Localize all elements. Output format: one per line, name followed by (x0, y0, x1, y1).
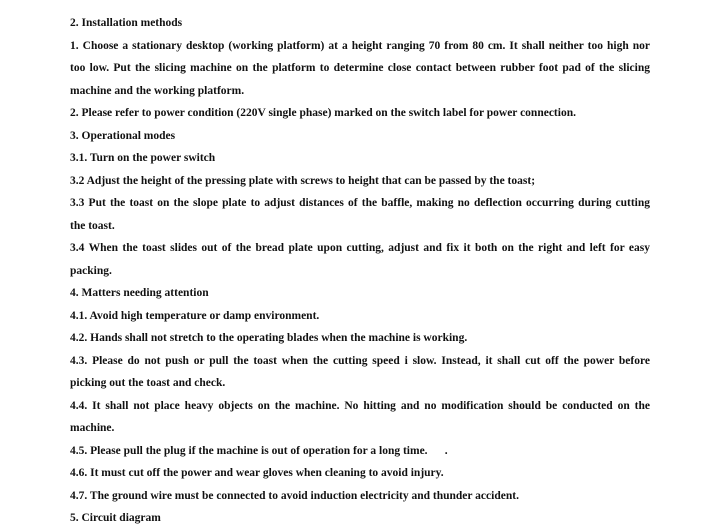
section-heading-operational-modes: 3. Operational modes (70, 129, 176, 142)
paragraph-line: machine and the working platform. (70, 84, 245, 97)
paragraph-line: 3.3 Put the toast on the slope plate to adjust distances of the baffle, making no deflection occurring during cutting (70, 197, 650, 209)
paragraph-line: 4.6. It must cut off the power and wear gloves when cleaning to avoid injury. (70, 467, 444, 479)
paragraph-line: 4.7. The ground wire must be connected to avoid induction electricity and thunder accident. (70, 489, 519, 502)
paragraph-line: 4.2. Hands shall not stretch to the operating blades when the machine is working. (70, 332, 468, 344)
paragraph-line: 1. Choose a stationary desktop (working platform) at a height ranging 70 from 80 cm. It shall neither too high nor (70, 39, 650, 52)
paragraph-line: too low. Put the slicing machine on the platform to determine close contact between rubber foot pad of the slicing (70, 62, 650, 74)
paragraph-line: picking out the toast and check. (70, 377, 226, 389)
document-body (70, 12, 650, 530)
paragraph-line: 4.4. It shall not place heavy objects on the machine. No hitting and no modification should be conducted on the (70, 399, 650, 412)
section-heading-matters-needing-attention: 4. Matters needing attention (70, 287, 209, 299)
section-heading-installation: 2. Installation methods (70, 17, 183, 29)
paragraph-line: 4.5. Please pull the plug if the machine is out of operation for a long time. . (70, 444, 448, 457)
paragraph-line: 3.4 When the toast slides out of the bread plate upon cutting, adjust and fix it both on the right and left for easy (70, 242, 650, 254)
paragraph-line: 4.3. Please do not push or pull the toast when the cutting speed i slow. Instead, it shall cut off the power before (70, 354, 650, 367)
paragraph-line: 2. Please refer to power condition (220V single phase) marked on the switch label for power connection. (70, 107, 576, 119)
section-heading-circuit-diagram: 5. Circuit diagram (70, 512, 161, 524)
paragraph-line: 3.1. Turn on the power switch (70, 152, 216, 164)
paragraph-line: the toast. (70, 219, 115, 232)
paragraph-line: machine. (70, 422, 115, 434)
paragraph-line: 3.2 Adjust the height of the pressing plate with screws to height that can be passed by the toast; (70, 174, 536, 187)
paragraph-line: packing. (70, 264, 112, 277)
paragraph-line: 4.1. Avoid high temperature or damp environment. (70, 309, 320, 322)
